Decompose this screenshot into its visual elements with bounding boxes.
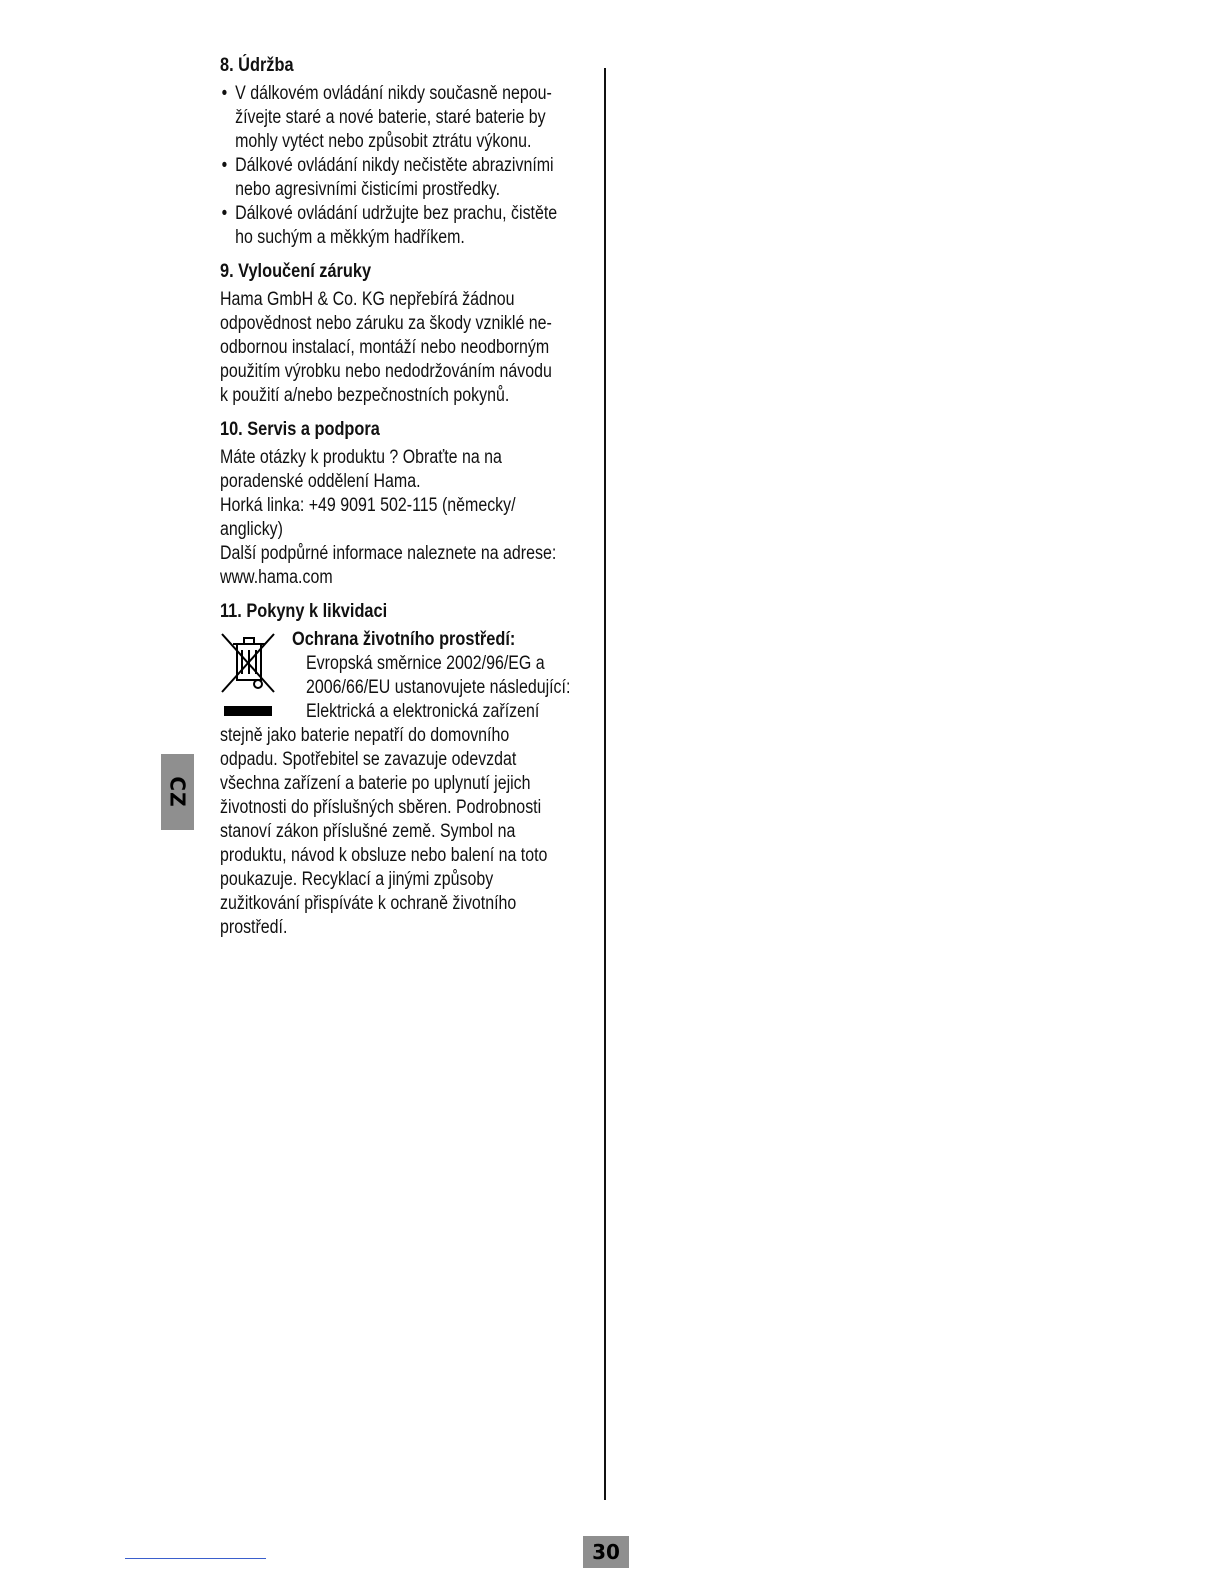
bullet-dot: • xyxy=(221,155,228,176)
section-heading: 9. Vyloučení záruky xyxy=(220,261,372,282)
bullet-dot: • xyxy=(221,203,228,224)
section-heading: 11. Pokyny k likvidaci xyxy=(220,601,388,622)
bullet-item xyxy=(220,202,580,250)
bullet-text: Dálkové ovládání udržujte bez prachu, čistěte ho suchým a měkkým hadříkem. xyxy=(235,203,558,248)
disposal-full-text: stejně jako baterie nepatří do domovního odpadu. Spotřebitel se zavazuje odevzdat všechna zařízení a baterie po uplynutí jejich životnosti do příslušných sběren. Podrobnosti stanoví zákon příslušné země. Symbol na produktu, návod k obsluze nebo balení na toto poukazuje. Recyklací a jinými způsoby zužitkování přispíváte k ochraně životního prostředí. xyxy=(220,725,548,938)
footer-rule xyxy=(125,1558,266,1559)
section-warranty xyxy=(220,260,582,408)
bullet-item xyxy=(220,154,580,202)
bullet-list xyxy=(220,82,582,250)
page-number: 30 xyxy=(583,1536,629,1568)
section-maintenance xyxy=(220,54,582,250)
weee-crossed-bin-icon xyxy=(220,630,276,718)
bullet-item xyxy=(220,82,580,154)
section-text: Hama GmbH & Co. KG nepřebírá žádnou odpovědnost nebo záruku za škody vzniklé ne- odbornou instalací, montáží nebo neodborným použitím výrobku nebo nedodržováním návodu k použití a/nebo bezpečnostních pokynů. xyxy=(220,289,552,406)
section-service xyxy=(220,418,582,590)
disposal-indented-text: Evropská směrnice 2002/96/EG a 2006/66/EU ustanovujete následující: Elektrická a elektronická zařízení xyxy=(306,653,571,722)
left-column xyxy=(220,54,582,950)
language-tab-label: CZ xyxy=(165,776,190,808)
section-text: Máte otázky k produktu ? Obraťte na na poradenské oddělení Hama. Horká linka: +49 9091 502-115 (německy/ anglicky) Další podpůrné informace naleznete na adrese: www.hama.com xyxy=(220,447,557,588)
language-tab xyxy=(161,754,194,830)
disposal-block xyxy=(220,628,582,940)
bullet-text: Dálkové ovládání nikdy nečistěte abrazivními nebo agresivními čisticími prostředky. xyxy=(235,155,554,200)
bullet-dot: • xyxy=(221,83,228,104)
bullet-text: V dálkovém ovládání nikdy současně nepou- žívejte staré a nové baterie, staré baterie by mohly vytéct nebo způsobit ztrátu výkonu. xyxy=(235,83,552,152)
section-heading: 8. Údržba xyxy=(220,55,294,76)
section-heading: 10. Servis a podpora xyxy=(220,419,380,440)
disposal-subheading: Ochrana životního prostředí: xyxy=(292,629,516,650)
section-disposal xyxy=(220,600,582,940)
column-divider xyxy=(604,68,606,1500)
